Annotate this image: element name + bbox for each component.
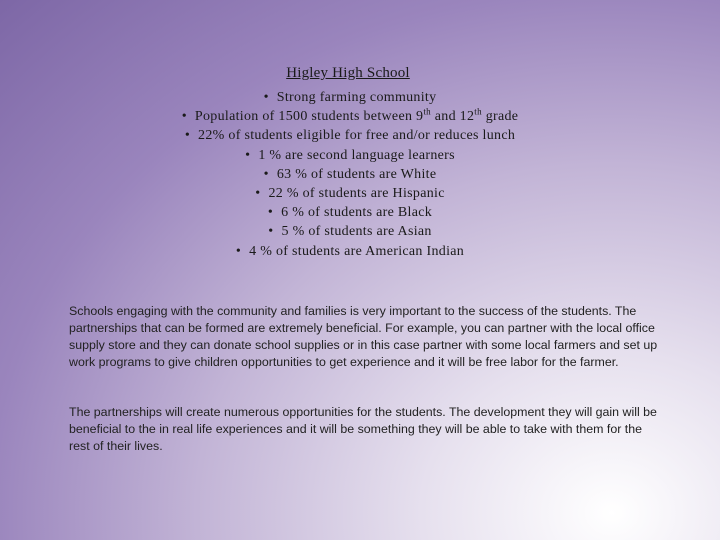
bullet-item: • Population of 1500 students between 9th and 12th grade bbox=[181, 106, 519, 125]
paragraph-partnerships: The partnerships will create numerous opportunities for the students. The development they will gain will be beneficial to the in real life experiences and it will be something they will be able to take with them for the rest of their lives. bbox=[69, 405, 657, 453]
paragraph-community: Schools engaging with the community and families is very important to the success of the students. The partnerships that can be formed are extremely beneficial. For example, you can partner with the local office supply store and they can donate school supplies or in this case partner with some local farmers and set up work programs to give children opportunities to get experience and it will be free labor for the farmer. bbox=[69, 304, 658, 369]
bullet-item: • 1 % are second language learners bbox=[245, 147, 455, 163]
bullet-dot: • bbox=[268, 224, 274, 240]
bullet-item: • 22% of students eligible for free and/or reduces lunch bbox=[184, 128, 516, 144]
bullet-dot: • bbox=[267, 205, 274, 221]
bullet-item: • 4 % of students are American Indian bbox=[235, 243, 465, 259]
bullet-dot: • bbox=[245, 147, 251, 163]
bullet-dot: • bbox=[263, 166, 269, 182]
bullet-item: • 6 % of students are Black bbox=[267, 205, 433, 221]
bullet-item: • 63 % of students are White bbox=[263, 166, 437, 182]
slide-title: Higley High School bbox=[286, 65, 410, 81]
bullet-dot: • bbox=[263, 90, 269, 105]
bullet-list bbox=[0, 88, 700, 261]
bullet-item: • 5 % of students are Asian bbox=[268, 224, 432, 240]
bullet-dot: • bbox=[255, 186, 261, 202]
bullet-item: • 22 % of students are Hispanic bbox=[255, 186, 445, 202]
bullet-item: • Strong farming community bbox=[263, 90, 437, 105]
bullet-dot: • bbox=[184, 128, 191, 144]
bullet-dot: • bbox=[235, 243, 242, 259]
bullet-dot: • bbox=[181, 109, 187, 125]
